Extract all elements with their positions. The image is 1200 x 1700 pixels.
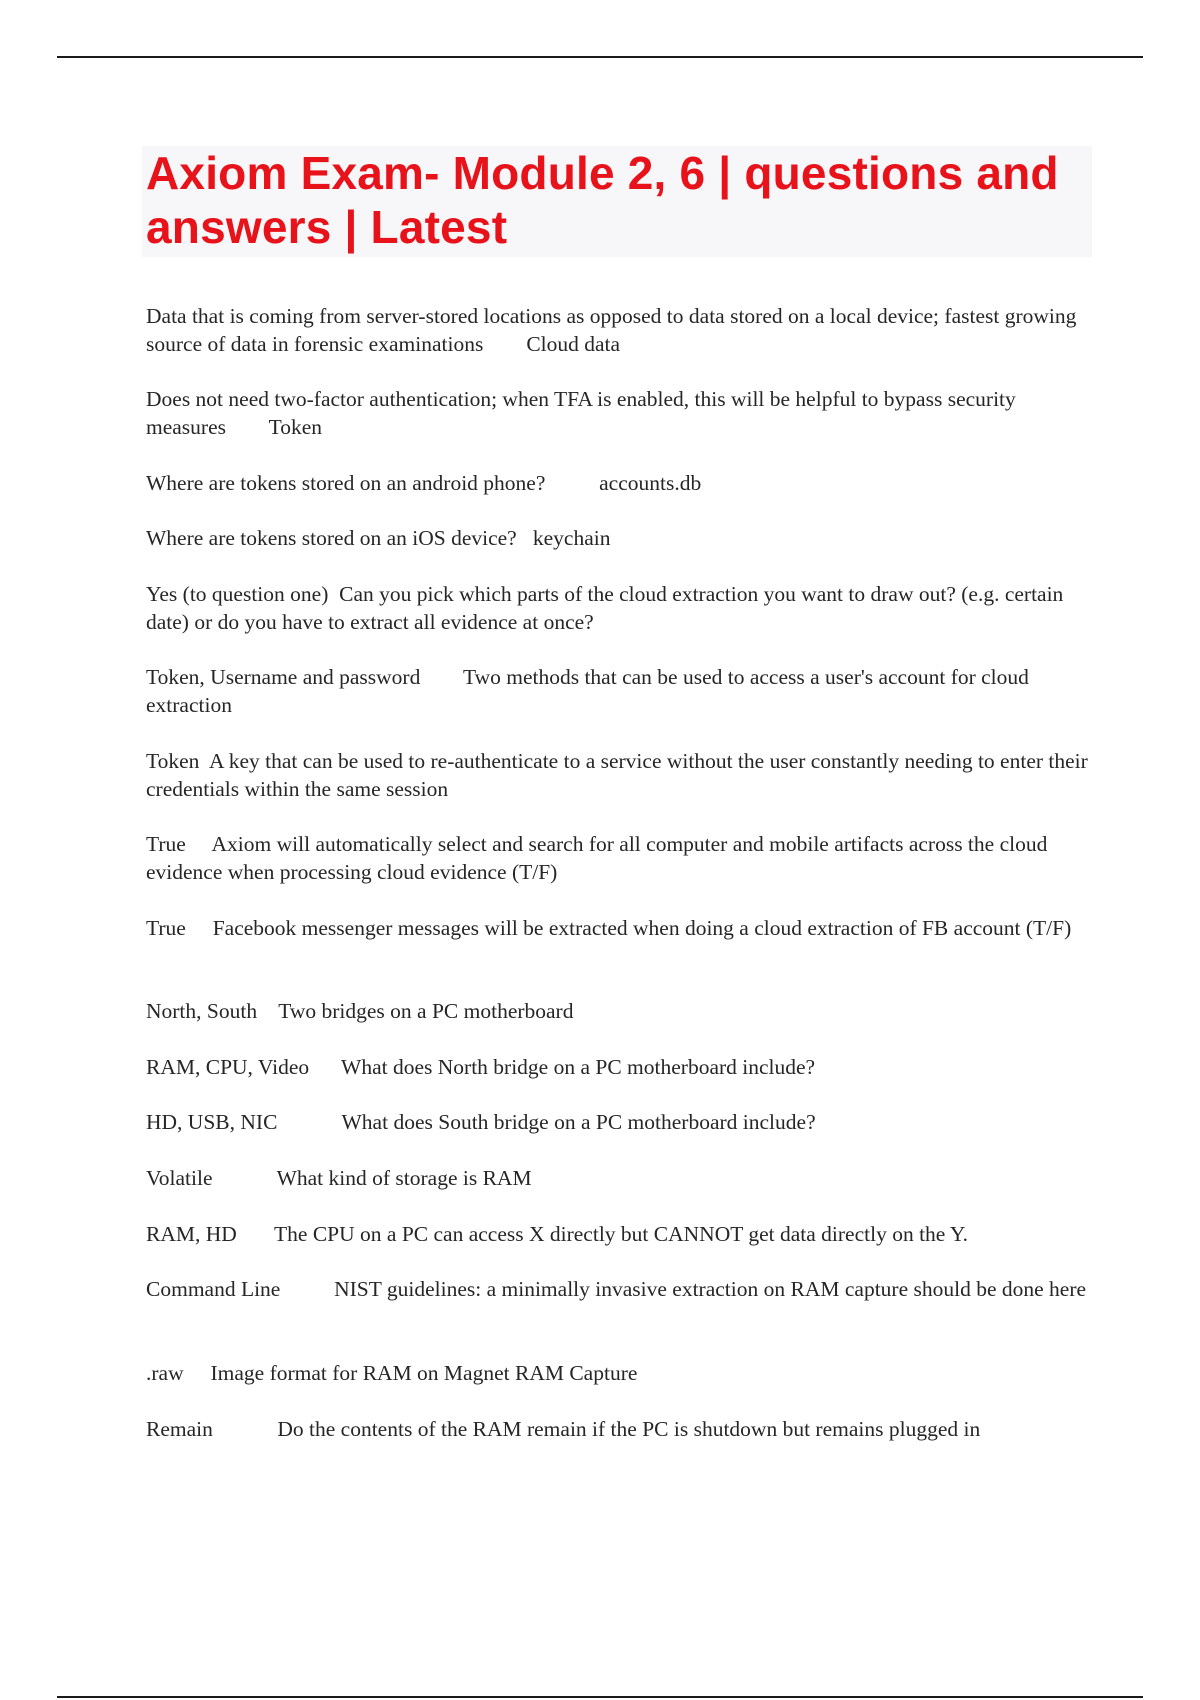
qa-entry-4: Where are tokens stored on an iOS device? keychain [146, 526, 611, 550]
qa-entry-3: Where are tokens stored on an android phone? accounts.db [146, 471, 702, 495]
qa-entry-1: Data that is coming from server-stored locations as opposed to data stored on a local device; fastest growing source of data in forensic examinations Cloud data [146, 304, 1082, 356]
qa-entry-5: Yes (to question one) Can you pick which parts of the cloud extraction you want to draw out? (e.g. certain date) or do you have to extract all evidence at once? [146, 582, 1069, 634]
qa-entry-8: True Axiom will automatically select and search for all computer and mobile artifacts across the cloud evidence when processing cloud evidence (T/F) [146, 832, 1053, 884]
qa-entry-7: Token A key that can be used to re-authenticate to a service without the user constantly needing to enter their credentials within the same session [146, 749, 1094, 801]
qa-entry-10: North, South Two bridges on a PC motherboard [146, 999, 574, 1023]
qa-entry-9: True Facebook messenger messages will be extracted when doing a cloud extraction of FB account (T/F) [146, 916, 1072, 940]
qa-entry-15: Command Line NIST guidelines: a minimally invasive extraction on RAM capture should be done here [146, 1277, 1087, 1301]
qa-entry-13: Volatile What kind of storage is RAM [146, 1166, 532, 1190]
document-title: Axiom Exam- Module 2, 6 | questions and answers | Latest [146, 147, 1059, 253]
qa-entry-11: RAM, CPU, Video What does North bridge on a PC motherboard include? [146, 1055, 816, 1079]
qa-entry-2: Does not need two-factor authentication; when TFA is enabled, this will be helpful to bypass security measures Token [146, 387, 1022, 439]
qa-entry-17: Remain Do the contents of the RAM remain if the PC is shutdown but remains plugged in [146, 1417, 981, 1441]
qa-entry-12: HD, USB, NIC What does South bridge on a PC motherboard include? [146, 1110, 816, 1134]
qa-entry-16: .raw Image format for RAM on Magnet RAM Capture [146, 1361, 638, 1385]
qa-entry-6: Token, Username and password Two methods that can be used to access a user's account for cloud extraction [146, 665, 1035, 717]
qa-entry-14: RAM, HD The CPU on a PC can access X directly but CANNOT get data directly on the Y. [146, 1222, 969, 1246]
bottom-rule [57, 1696, 1143, 1698]
top-rule [57, 56, 1143, 58]
